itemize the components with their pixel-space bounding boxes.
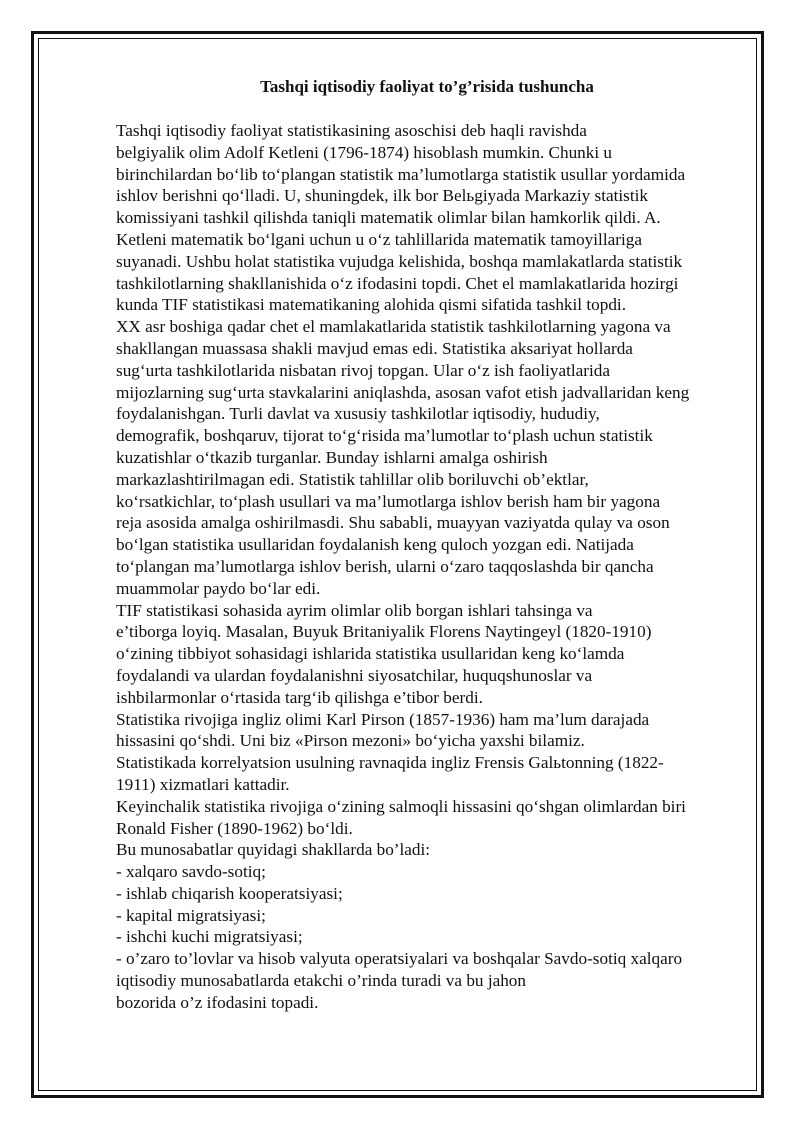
text-line: kunda TIF statistikasi matematikaning alohida qismi sifatida tashkil topdi. [116,295,626,315]
text-line: - kapital migratsiyasi; [116,905,266,925]
text-line: Ronald Fisher (1890-1962) bo‘ldi. [116,818,353,838]
text-line: shakllangan muassasa shakli mavjud emas edi. Statistika aksariyat hollarda [116,338,633,358]
text-line: ishbilarmonlar o‘rtasida targ‘ib qilishga e’tibor berdi. [116,687,483,707]
text-line: hissasini qo‘shdi. Uni biz «Pirson mezoni» bo‘yicha yaxshi bilamiz. [116,731,585,751]
text-line: ishlov berishni qo‘lladi. U, shuningdek, ilk bor Belьgiyada Markaziy statistik [116,186,648,206]
text-line: belgiyalik olim Adolf Ketleni (1796-1874) hisoblash mumkin. Chunki u [116,142,613,162]
text-line: kuzatishlar o‘tkazib turganlar. Bunday ishlarni amalga oshirish [116,447,548,467]
text-line: suyanadi. Ushbu holat statistika vujudga kelishida, boshqa mamlakatlarda statistik [116,251,683,271]
text-line: - ishchi kuchi migratsiyasi; [116,927,303,947]
text-line: XX asr boshiga qadar chet el mamlakatlarida statistik tashkilotlarning yagona va [116,317,671,337]
text-line: Bu munosabatlar quyidagi shakllarda bo’ladi: [116,840,431,860]
text-line: Tashqi iqtisodiy faoliyat statistikasining asoschisi deb haqli ravishda [116,121,587,140]
text-line: birinchilardan bo‘lib to‘plangan statistik ma’lumotlarga statistik usullar yordamida [116,164,686,184]
text-line: ko‘rsatkichlar, to‘plash usullari va ma’lumotlarga ishlov berish ham bir yagona [116,491,661,511]
text-line: bo‘lgan statistika usullaridan foydalanish keng quloch yozgan edi. Natijada [116,535,634,555]
text-line: iqtisodiy munosabatlarda etakchi o’rinda turadi va bu jahon [116,971,526,991]
text-line: sug‘urta tashkilotlarida nisbatan rivoj topgan. Ular o‘z ish faoliyatlarida [116,360,610,380]
text-line: e’tiborga loyiq. Masalan, Buyuk Britaniyalik Florens Naytingeyl (1820-1910) [116,622,652,642]
text-line: markazlashtirilmagan edi. Statistik tahlillar olib boriluvchi ob’ektlar, [116,469,589,489]
text-line: o‘zining tibbiyot sohasidagi ishlarida statistika usullaridan keng ko‘lamda [116,644,625,664]
text-line: foydalanishgan. Turli davlat va xususiy tashkilotlar iqtisodiy, hududiy, [116,404,600,424]
text-line: demografik, boshqaruv, tijorat to‘g‘risida ma’lumotlar to‘plash uchun statistik [116,426,653,446]
document-title: Tashqi iqtisodiy faoliyat to’g’risida tushuncha [260,77,594,96]
text-line: - xalqaro savdo-sotiq; [116,862,266,882]
text-line: 1911) xizmatlari kattadir. [116,774,290,794]
text-line: Statistika rivojiga ingliz olimi Karl Pirson (1857-1936) ham ma’lum darajada [116,709,650,729]
text-line: muammolar paydo bo‘lar edi. [116,578,321,598]
text-line: - ishlab chiqarish kooperatsiyasi; [116,883,343,903]
text-line: Ketleni matematik bo‘lgani uchun u o‘z tahlillarida matematik tamoyillariga [116,229,642,249]
document-body [116,120,756,1014]
text-line: foydalandi va ulardan foydalanishni siyosatchilar, huquqshunoslar va [116,665,593,685]
text-line: Statistikada korrelyatsion usulning ravnaqida ingliz Frensis Galьtonning (1822- [116,753,664,773]
text-line: bozorida o’z ifodasini topadi. [116,992,319,1012]
text-line: to‘plangan ma’lumotlarga ishlov berish, ularni o‘zaro taqqoslashda bir qancha [116,556,654,576]
text-line: komissiyani tashkil qilishda taniqli matematik olimlar bilan hamkorlik qildi. A. [116,208,661,228]
text-line: - o’zaro to’lovlar va hisob valyuta operatsiyalari va boshqalar Savdo-sotiq xalqaro [116,949,683,969]
text-line: Keyinchalik statistika rivojiga o‘zining salmoqli hissasini qo‘shgan olimlardan biri [116,796,686,816]
text-line: reja asosida amalga oshirilmasdi. Shu sababli, muayyan vaziyatda qulay va oson [116,513,670,533]
text-line: mijozlarning sug‘urta stavkalarini aniqlashda, asosan vafot etish jadvallaridan keng [116,382,690,402]
text-line: TIF statistikasi sohasida ayrim olimlar olib borgan ishlari tahsinga va [116,600,593,620]
text-line: tashkilotlarning shakllanishida o‘z ifodasini topdi. Chet el mamlakatlarida hozirgi [116,273,679,293]
